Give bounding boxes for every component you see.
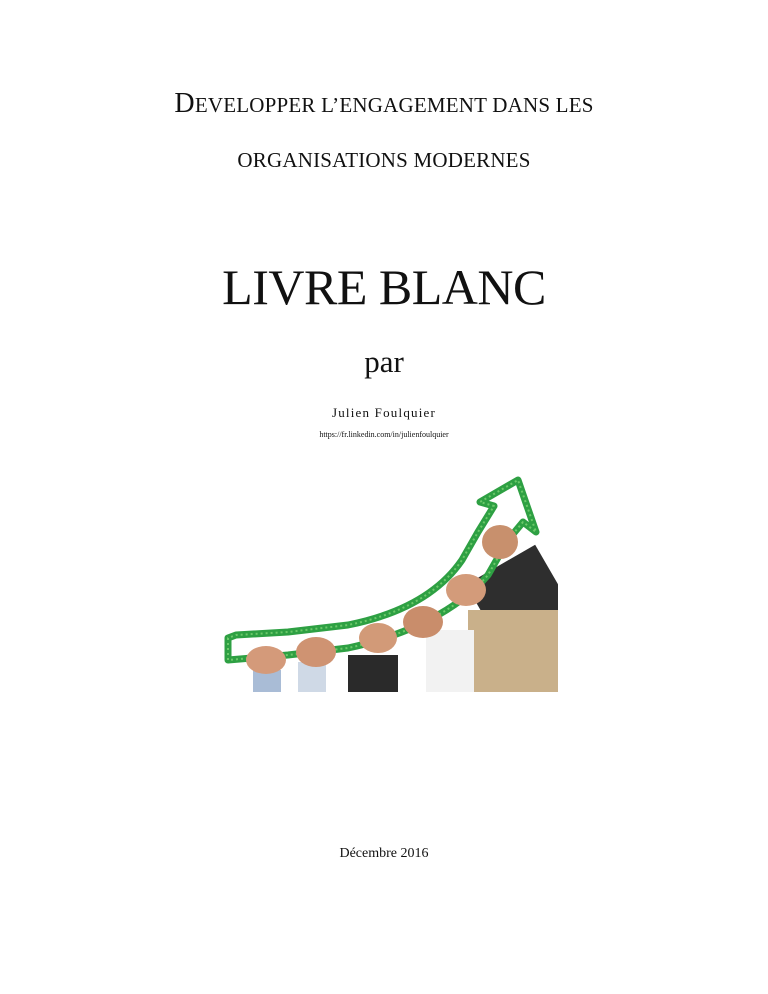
title-line-1: DEVELOPPER L’ENGAGEMENT DANS LES (174, 88, 594, 119)
author-name: Julien Foulquier (331, 405, 437, 420)
publication-date: Décembre 2016 (339, 846, 429, 861)
author-url: https://fr.linkedin.com/in/julienfoulquier (319, 430, 449, 439)
title-line-2: ORGANISATIONS MODERNES (237, 148, 531, 172)
by-label: par (364, 344, 404, 379)
hand-shape (403, 606, 443, 638)
sleeve-shape (426, 630, 474, 692)
hand-shape (359, 623, 397, 653)
growth-arrow-illustration (218, 460, 558, 692)
main-heading: LIVRE BLANC (222, 259, 546, 315)
hand-shape (482, 525, 518, 559)
sleeve-shape (348, 655, 398, 692)
sleeve-shape (468, 610, 558, 692)
hand-shape (296, 637, 336, 667)
hand-shape (446, 574, 486, 606)
hand-shape (246, 646, 286, 674)
